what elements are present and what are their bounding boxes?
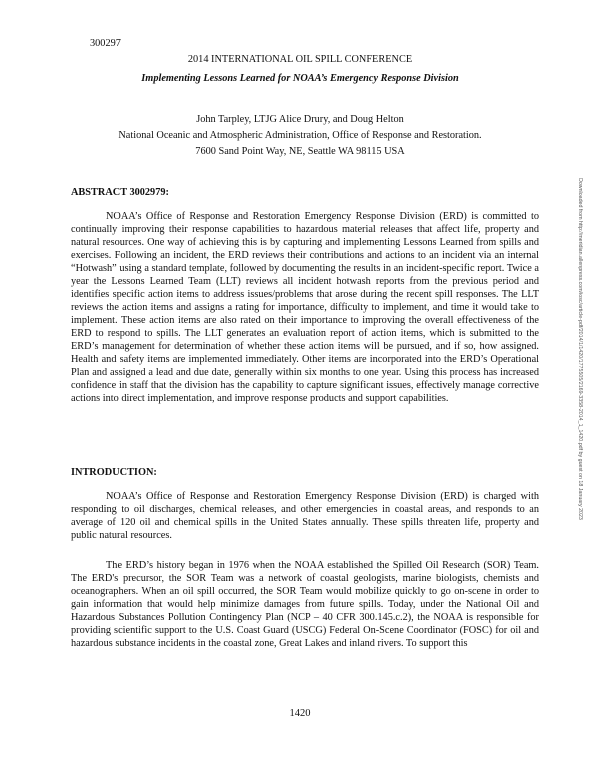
conference-header: 2014 INTERNATIONAL OIL SPILL CONFERENCE [187, 54, 413, 65]
paper-title: Implementing Lessons Learned for NOAA’s Emergency Response Division [141, 73, 459, 84]
authors: John Tarpley, LTJG Alice Drury, and Doug Helton [196, 114, 404, 125]
introduction-heading: INTRODUCTION: [71, 467, 157, 478]
abstract-text: NOAA’s Office of Response and Restoration Emergency Response Division (ERD) is committed to continually improving their response capabilities to hazardous material releases that affect life, property and natural resources. One way of achieving this is by capturing and implementing Lessons Learned from spills and exercises. Following an incident, the ERD reviews their contributions and actions to an incident via an internal “Hotwash” using a standard template, followed by documenting the results in an incident-specific report. Twice a year the Lessons Learned Team (LLT) reviews all incident hotwash reports from the previous period and identifies specific action items to address issues/problems that arose during the recent spill responses. The LLT reviews the action items and assigns a rating for importance, difficulty to implement, and time it would take to implement. These action items are also rated on their importance to improving the overall effectiveness of the ERD to respond to spills. The LLT generates an evaluation report of action items, which is submitted to the ERD’s management for determination of whether these action items will be pursued, and if so, how assigned. Health and safety items are implemented immediately. Other items are incorporated into the ERD’s Operational Plan and assigned a lead and due date, generally within six months to one year. Using this process has increased confidence in staff that the division has the capability to capture significant issues, effectively manage corrective actions into direct implementation, and improve response products and support capabilities. [71, 211, 539, 404]
download-watermark[interactable]: Downloaded from http://meridian.allenpress.com/iosc/article-pdf/2014/1/1420/1775505/2169-3358-2014_1_1420.pdf by guest on 18 January 2023 [577, 178, 583, 520]
paper-id: 300297 [90, 38, 121, 49]
affiliation: National Oceanic and Atmospheric Administration, Office of Response and Restoration. [118, 130, 482, 141]
abstract-heading: ABSTRACT 3002979: [71, 187, 169, 198]
introduction-paragraph-1: NOAA’s Office of Response and Restoration Emergency Response Division (ERD) is charged with responding to oil discharges, chemical releases, and other emergencies in coastal areas, and responds to an average of 120 oil and chemical spills in the United States annually. These spills threaten life, property and public natural resources. [71, 491, 539, 541]
address: 7600 Sand Point Way, NE, Seattle WA 98115 USA [195, 146, 405, 157]
introduction-paragraph-2: The ERD’s history began in 1976 when the NOAA established the Spilled Oil Research (SOR) Team. The ERD's precursor, the SOR Team was a network of coastal geologists, marine biologists, chemists and oceanographers. When an oil spill occurred, the SOR Team would mobilize quickly to go on-scene in order to gain information that would help minimize damages from future spills. Today, under the National Oil and Hazardous Substances Pollution Contingency Plan (NCP – 40 CFR 300.145.c.2), the NOAA is responsible for providing scientific support to the U.S. Coast Guard (USCG) Federal On-Scene Coordinator (FOSC) for oil and hazardous substance incidents in the coastal zone, Great Lakes and inland rivers. To support this [71, 560, 539, 649]
page-number: 1420 [289, 708, 311, 719]
